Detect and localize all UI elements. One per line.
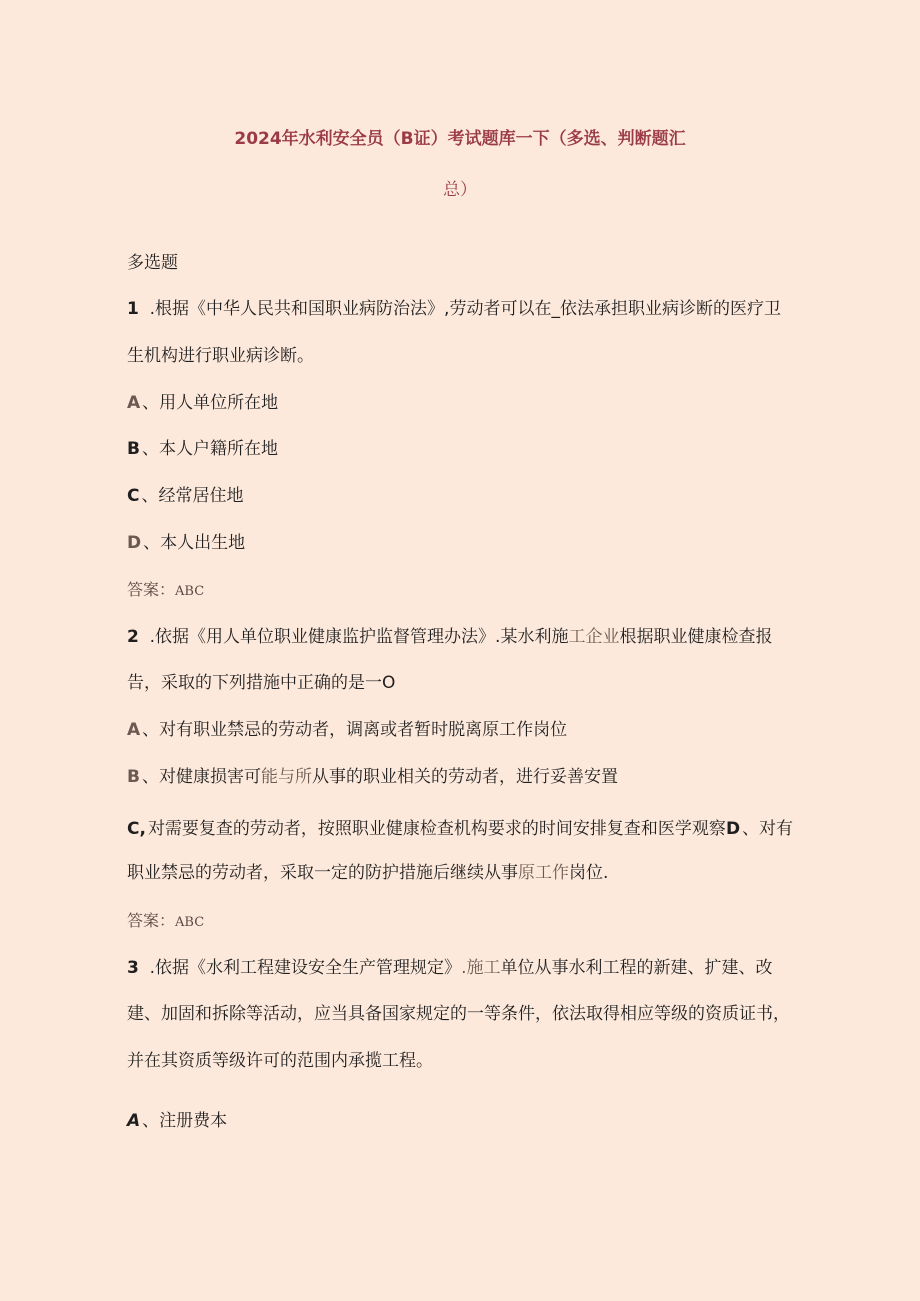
option-text-faded: 能与所 [260,767,312,787]
question-number: 2 [127,627,139,647]
option-letter: A [127,393,141,413]
option-text: 职业禁忌的劳动者，采取一定的防护措施后继续从事 [127,863,518,883]
option-letter: C [127,486,140,506]
question-text-faded: .施工 [461,958,501,978]
option-text: 岗位. [569,863,609,883]
question-text: 根据职业健康检查报 [619,627,773,647]
option-text: 对需要复查的劳动者，按照职业健康检查机构要求的时间安排复查和医学观察 [147,819,726,839]
question-2-option-b [127,766,618,788]
question-1-stem [127,298,781,320]
option-letter: D [127,533,142,553]
option-letter: A [127,720,141,740]
question-1-option-a [127,392,278,414]
question-1-stem-continued: 生机构进行职业病诊断。 [127,346,314,366]
option-text: 、经常居住地 [141,486,244,506]
question-3-option-a [127,1110,227,1132]
question-3-stem-continued: 建、加固和拆除等活动，应当具备国家规定的一等条件，依法取得相应等级的资质证书， [127,1004,790,1024]
option-text: 、本人出生地 [143,533,246,553]
answer-label: 答案： [127,580,176,599]
document-title-continued: 总） [443,180,477,200]
question-1-option-c [127,485,243,507]
question-number: 3 [127,958,139,978]
option-text: 、本人户籍所在地 [141,439,278,459]
section-heading: 多选题 [127,253,178,273]
option-letter: B [127,439,140,459]
question-text: .依据《水利工程建设安全生产管理规定》 [149,958,462,978]
question-text: .依据《用人单位职业健康监护监督管理办法》.某水利施 [149,627,569,647]
question-2-answer [127,910,204,934]
question-2-stem [127,626,772,648]
question-2-stem-continued: 告，采取的下列措施中正确的是一O [127,673,396,693]
option-text: 、注册费本 [142,1111,228,1131]
question-number: 1 [127,299,139,319]
option-letter: D [725,819,741,839]
question-text: .根据《中华人民共和国职业病防治法》,劳动者可以在_依法承担职业病诊断的医疗卫 [149,299,781,319]
answer-value: ABC [175,584,205,599]
option-text: 、用人单位所在地 [142,393,279,413]
option-text: 、对有职业禁忌的劳动者， [142,720,347,740]
question-2-option-a [127,719,567,741]
question-2-option-d-continued [127,862,608,884]
question-text: 单位从事水利工程的新建、扩建、改 [500,958,773,978]
option-letter: C, [127,819,146,839]
question-2-option-c-d [127,818,793,840]
question-1-option-d [127,532,245,554]
option-text: 调离或者暂时脱离原工作岗位 [346,720,568,740]
question-3-stem-continued-2: 并在其资质等级许可的范围内承揽工程。 [127,1051,433,1071]
option-letter: A [127,1111,141,1131]
option-text: 从事的职业相关的劳动者，进行妥善安置 [311,767,618,787]
option-letter: B [127,767,140,787]
answer-value: ABC [175,915,205,930]
question-1-answer [127,579,204,603]
question-1-option-b [127,438,278,460]
question-3-stem [127,957,772,979]
option-text: 、对有 [742,819,794,839]
question-text-faded: 工企业 [568,627,620,647]
option-text: 、对健康损害可 [141,767,261,787]
option-text-faded: 原工作 [518,863,569,883]
document-title: 2024年水利安全员（B证）考试题库一下（多选、判断题汇 [234,129,686,149]
answer-label: 答案： [127,911,176,930]
